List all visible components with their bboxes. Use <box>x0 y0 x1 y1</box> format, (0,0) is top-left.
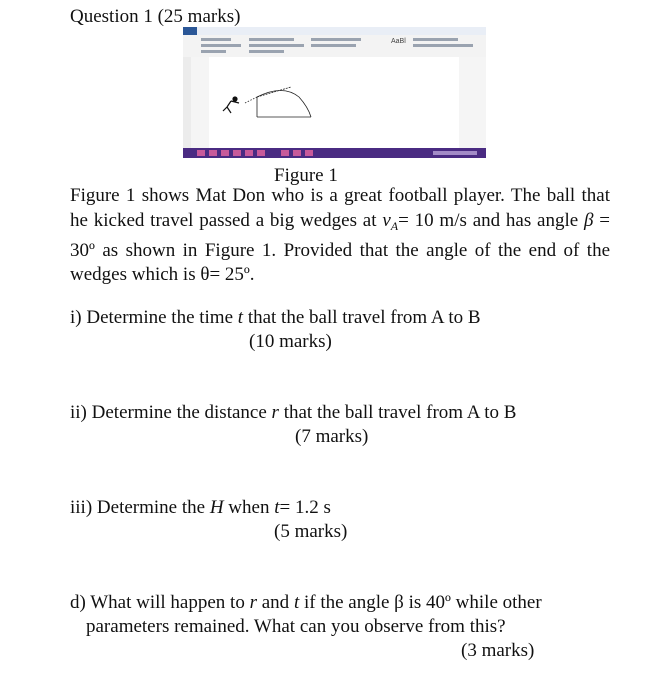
question-i-text-b: that the ball travel from A to B <box>243 307 481 328</box>
question-d <box>70 591 542 614</box>
figure-screenshot <box>183 27 486 158</box>
question-heading: Question 1 (25 marks) <box>70 6 241 27</box>
question-d-text-c: if the angle β is 40º while other <box>299 592 542 613</box>
velocity-subscript: A <box>390 219 399 234</box>
question-d-var2: t <box>293 592 300 613</box>
question-iii-text-a: iii) Determine the <box>70 497 210 518</box>
question-ii-var: r <box>271 402 279 423</box>
question-iii-text-b: when <box>223 497 275 518</box>
question-ii-text-b: that the ball travel from A to B <box>278 402 517 423</box>
ribbon-style-label: AaBl <box>391 38 406 45</box>
question-ii-text-a: ii) Determine the distance <box>70 402 272 423</box>
question-iii-marks: (5 marks) <box>274 521 348 542</box>
beta-symbol: β <box>584 209 594 231</box>
intro-text-1: Figure 1 shows Mat Don who is a great football player. The ball that he kicked travel passed a big wedges at <box>70 185 610 231</box>
intro-text-2: = 10 m/s and has angle <box>398 209 585 231</box>
question-i-marks: (10 marks) <box>249 331 332 352</box>
question-iii <box>70 496 331 519</box>
question-d-line2: parameters remained. What can you observe from this? <box>86 616 506 637</box>
question-ii <box>70 401 516 424</box>
question-i <box>70 306 481 329</box>
document-page <box>209 57 459 148</box>
question-d-text-a: d) What will happen to <box>70 592 250 613</box>
question-d-marks: (3 marks) <box>461 640 535 661</box>
question-iii-var: H <box>209 497 224 518</box>
intro-paragraph <box>70 184 610 288</box>
question-d-var: r <box>249 592 257 613</box>
figure-caption: Figure 1 <box>274 165 338 186</box>
question-iii-var2: t <box>274 497 280 518</box>
question-iii-text-c: = 1.2 s <box>279 497 331 518</box>
ruler <box>183 57 191 148</box>
question-d-text-b: and <box>257 592 294 613</box>
question-i-text-a: i) Determine the time <box>70 307 238 328</box>
velocity-symbol: v <box>382 209 391 231</box>
ribbon-tabs-bar <box>183 27 486 35</box>
file-tab <box>183 27 197 35</box>
question-i-var: t <box>237 307 244 328</box>
intro-text-3: = 30º as shown in Figure 1. Provided that the angle of the end of the wedges which is θ= 25º. <box>70 209 611 286</box>
question-ii-marks: (7 marks) <box>295 426 369 447</box>
